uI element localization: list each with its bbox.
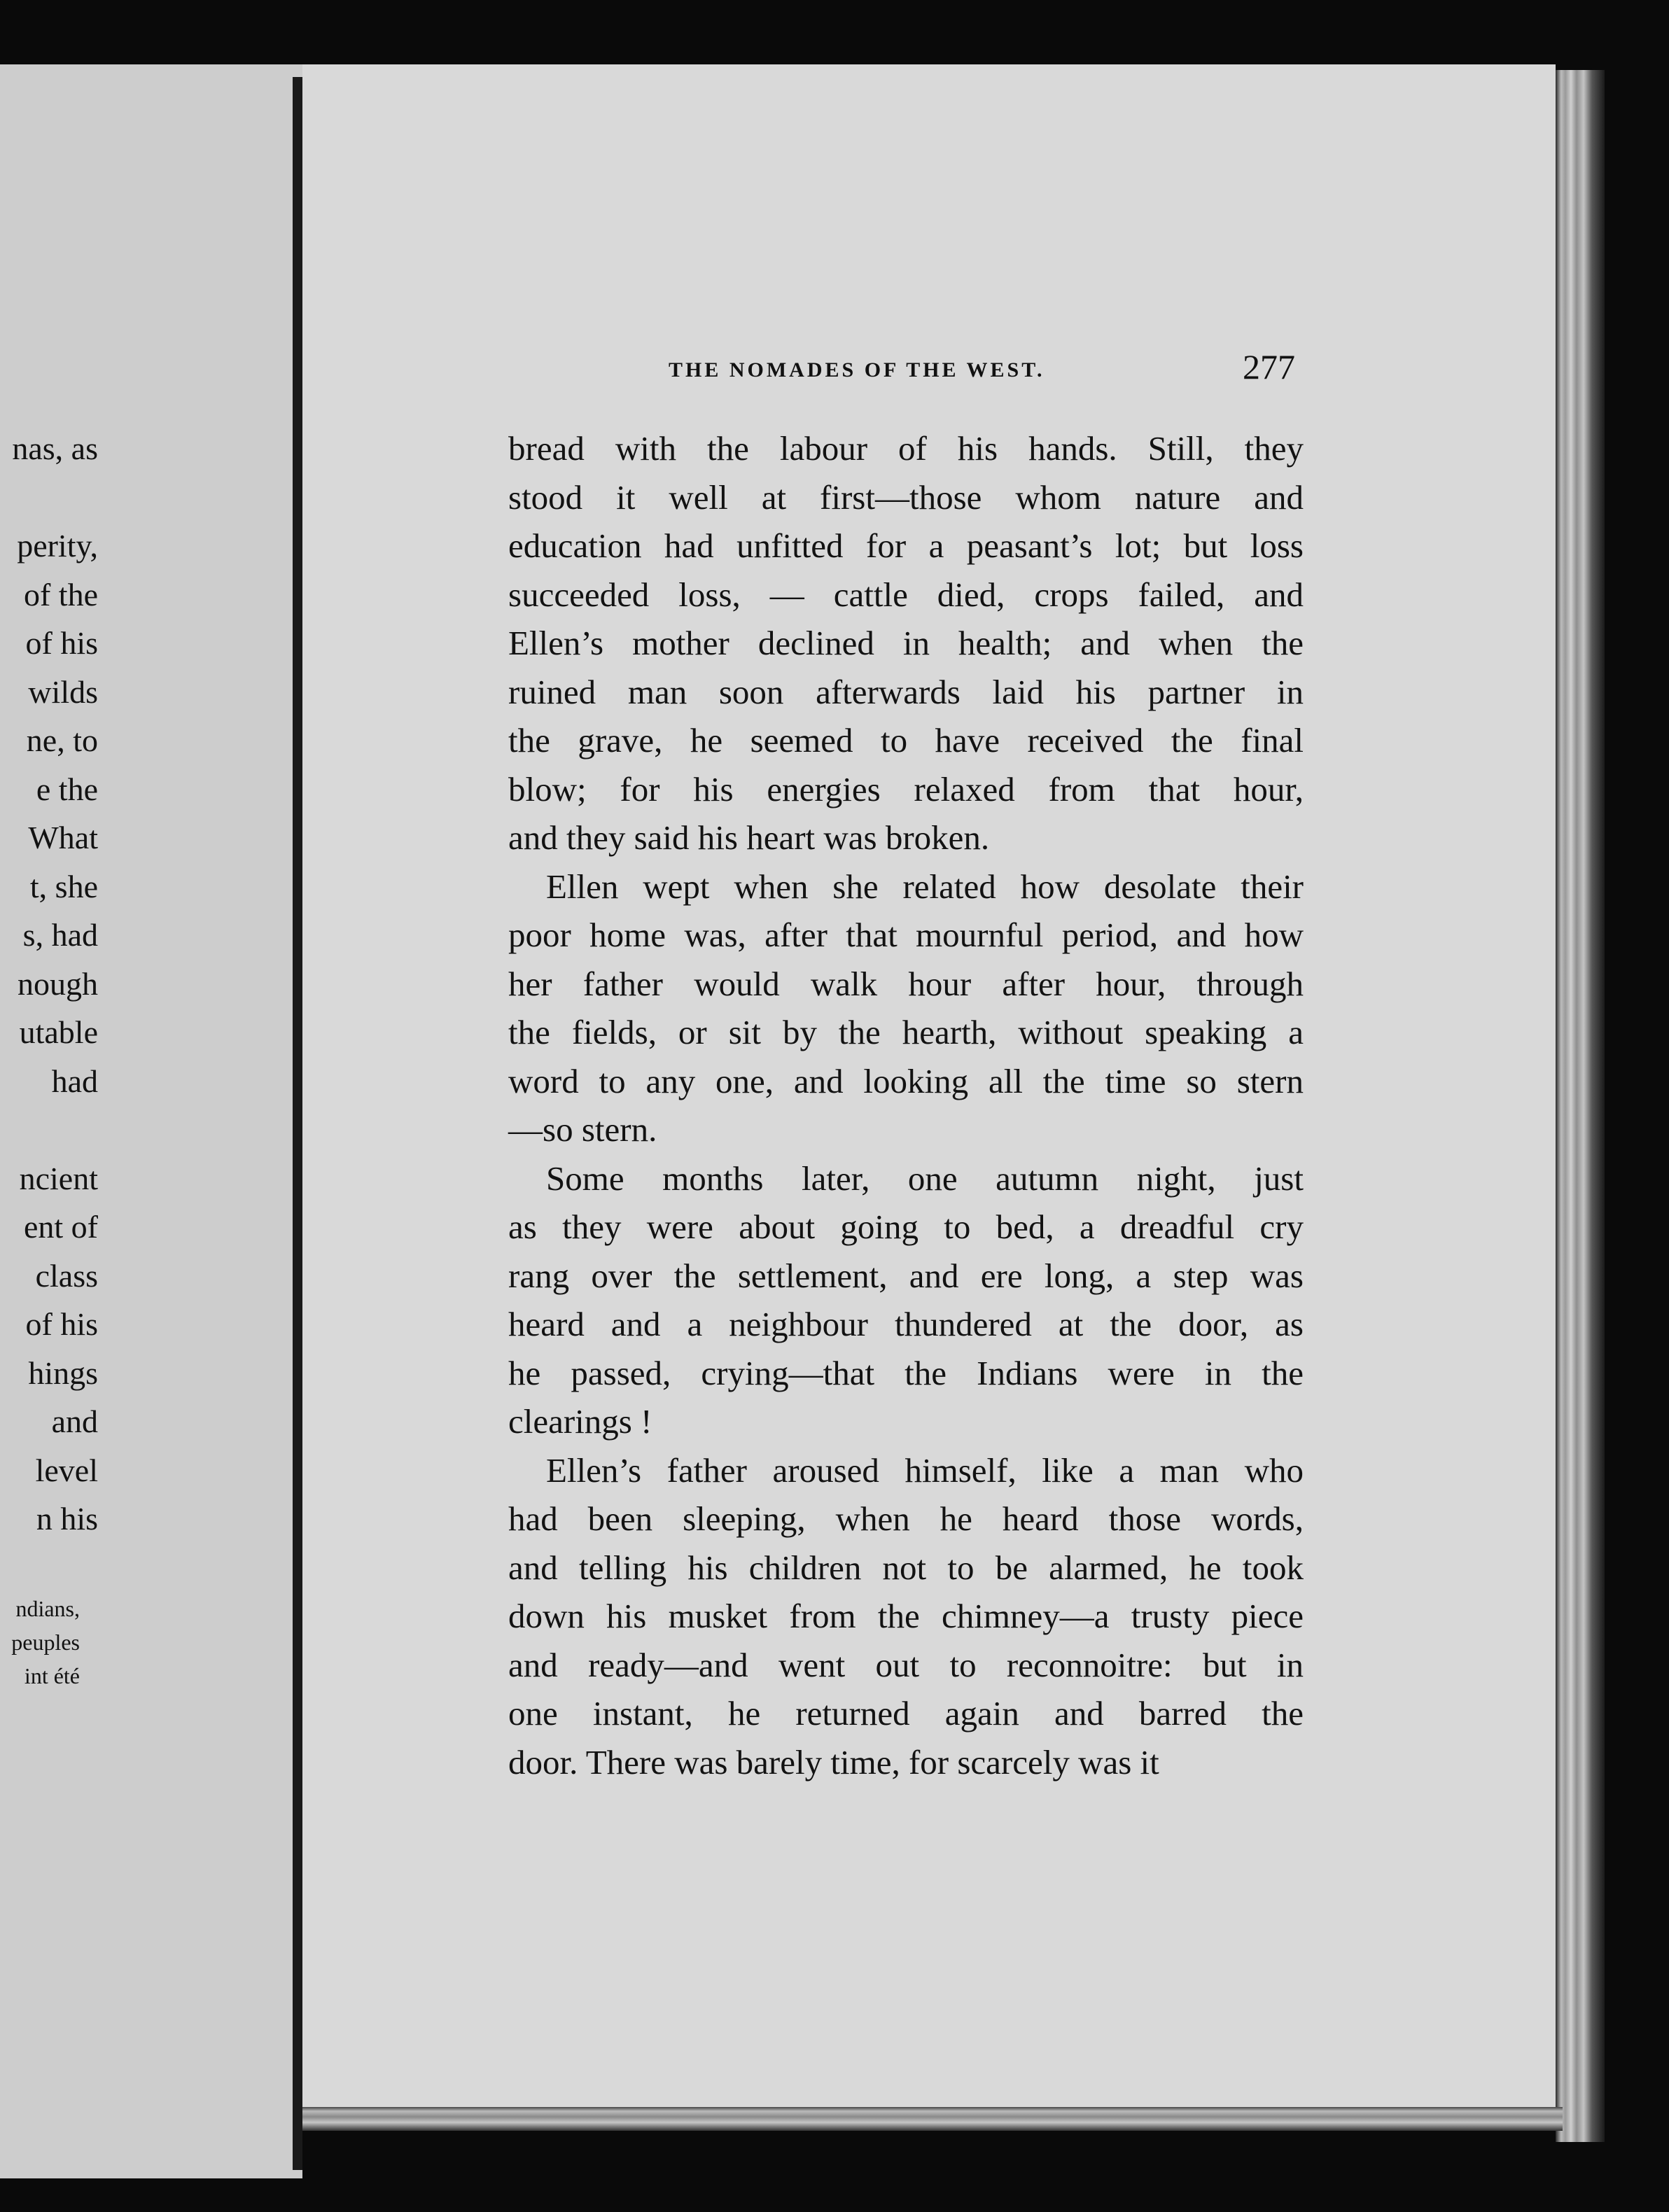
- text-line: rang over the settlement, and ere long, a step was: [508, 1256, 1304, 1295]
- left-page-fragment: [0, 1105, 98, 1154]
- left-page-fragment: wilds: [28, 673, 98, 710]
- left-page-footnote-fragments: [0, 1592, 80, 1693]
- page-number: 277: [1243, 347, 1295, 386]
- left-page-fragment: perity,: [17, 528, 98, 564]
- text-line: succeeded loss, — cattle died, crops failed, and: [508, 575, 1304, 614]
- text-line: ruined man soon afterwards laid his partner in: [508, 672, 1304, 711]
- running-title: THE NOMADES OF THE WEST.: [669, 358, 1045, 382]
- body-text: [508, 424, 1304, 1786]
- text-line: stood it well at first—those whom nature and: [508, 477, 1304, 517]
- page-edge-stack: [1556, 70, 1605, 2142]
- text-line: education had unfitted for a peasant’s lot; but loss: [508, 526, 1304, 565]
- paragraph: [508, 1446, 1304, 1787]
- left-page-fragment: nough: [18, 965, 98, 1002]
- text-line: word to any one, and looking all the time so stern: [508, 1061, 1304, 1100]
- left-page-fragment: t, she: [29, 868, 98, 904]
- paragraph: [508, 862, 1304, 1154]
- left-page-fragment: of the: [23, 576, 98, 612]
- text-line: door. There was barely time, for scarcely was it: [508, 1742, 1159, 1782]
- left-page-fragment: of his: [25, 1306, 98, 1342]
- left-page-text-fragments: [0, 424, 98, 1544]
- text-line: Ellen’s father aroused himself, like a man who: [546, 1450, 1304, 1490]
- text-line: and ready—and went out to reconnoitre: but in: [508, 1645, 1304, 1684]
- left-footnote-fragment: peuples: [11, 1630, 80, 1655]
- text-line: he passed, crying—that the Indians were in the: [508, 1353, 1304, 1392]
- text-line: clearings !: [508, 1402, 652, 1441]
- left-footnote-fragment: int été: [24, 1663, 80, 1688]
- left-page-fragment: ent of: [23, 1209, 98, 1245]
- text-line: Ellen’s mother declined in health; and when the: [508, 624, 1304, 662]
- left-page-fragment: e the: [36, 771, 98, 807]
- book-gutter: [293, 77, 302, 2170]
- left-page-fragment: and: [51, 1404, 98, 1439]
- paragraph: [508, 1154, 1304, 1446]
- text-line: had been sleeping, when he heard those words,: [508, 1499, 1304, 1538]
- left-page-fragment: What: [28, 820, 98, 855]
- text-line: Ellen wept when she related how desolate their: [546, 867, 1304, 906]
- left-page-fragment: n his: [36, 1501, 98, 1536]
- left-page-fragment: of his: [25, 625, 98, 661]
- left-page-fragment: utable: [19, 1014, 98, 1050]
- text-line: down his musket from the chimney—a trusty piece: [508, 1597, 1304, 1635]
- text-line: —so stern.: [508, 1110, 657, 1149]
- left-page-fragment: level: [35, 1452, 98, 1488]
- left-footnote-fragment: ndians,: [15, 1596, 80, 1621]
- left-page-fragment: s, had: [22, 917, 98, 953]
- text-line: her father would walk hour after hour, through: [508, 964, 1304, 1003]
- left-page-fragment: hings: [28, 1354, 98, 1391]
- text-line: poor home was, after that mournful period, and how: [508, 916, 1304, 954]
- left-page-fragment: nas, as: [12, 430, 98, 466]
- page-bottom-edge: [302, 2107, 1563, 2131]
- paragraph: [508, 424, 1304, 862]
- text-line: one instant, he returned again and barred the: [508, 1694, 1304, 1732]
- left-page-fragment: had: [51, 1063, 98, 1099]
- left-page-fragment: [0, 473, 98, 522]
- text-line: and they said his heart was broken.: [508, 818, 990, 857]
- text-line: and telling his children not to be alarmed, he took: [508, 1548, 1304, 1587]
- text-line: blow; for his energies relaxed from that hour,: [508, 769, 1304, 808]
- left-page-fragment: ne, to: [26, 722, 98, 758]
- left-page-fragment: class: [35, 1257, 98, 1294]
- text-line: the grave, he seemed to have received the final: [508, 721, 1304, 760]
- left-page-fragment: ncient: [19, 1160, 98, 1196]
- text-line: the fields, or sit by the hearth, without speaking a: [508, 1013, 1304, 1051]
- text-line: heard and a neighbour thundered at the door, as: [508, 1305, 1304, 1343]
- text-line: bread with the labour of his hands. Still, they: [508, 429, 1304, 468]
- text-line: Some months later, one autumn night, just: [546, 1158, 1304, 1198]
- text-line: as they were about going to bed, a dreadful cry: [508, 1208, 1304, 1246]
